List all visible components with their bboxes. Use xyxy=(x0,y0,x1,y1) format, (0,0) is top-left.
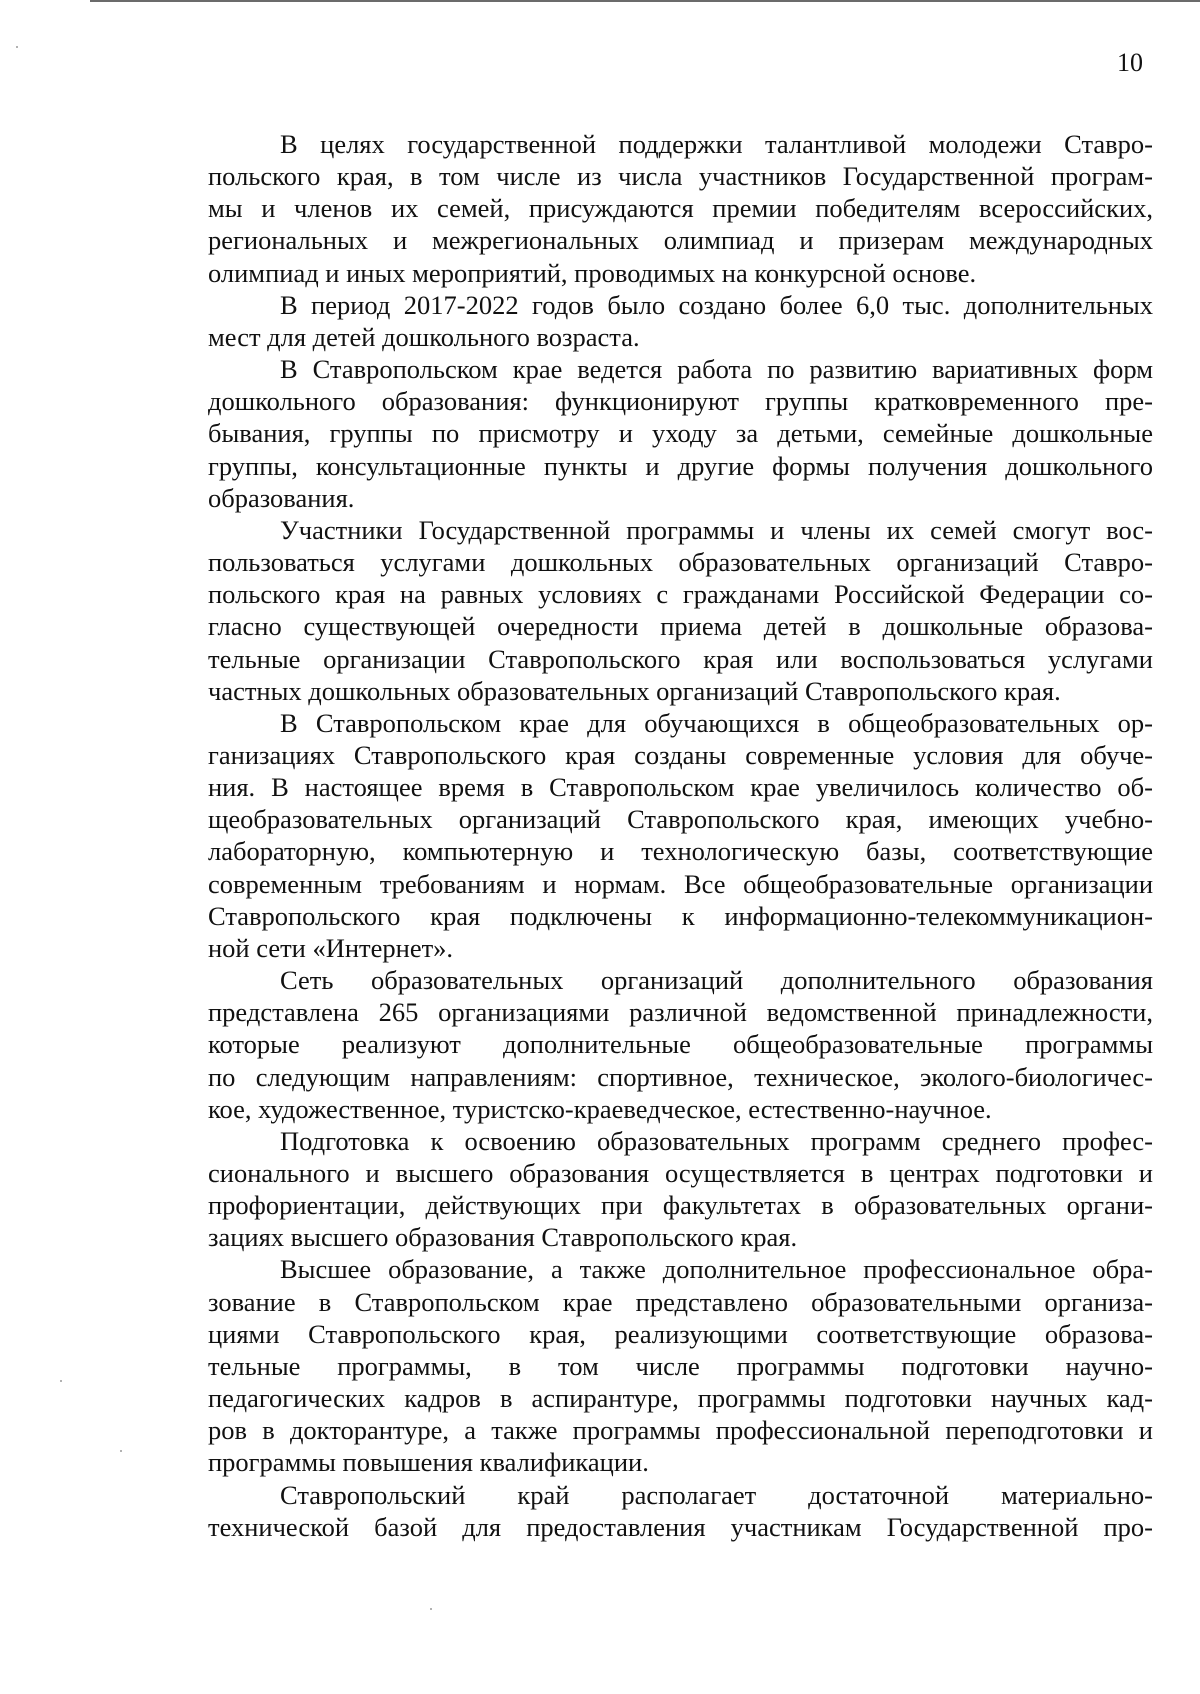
page-number: 10 xyxy=(1117,48,1143,77)
text-line: педагогических кадров в аспирантуре, программы подготовки научных кад- xyxy=(208,1383,1153,1414)
text-line: тельные программы, в том числе программы подготовки научно- xyxy=(208,1350,1153,1381)
text-line: дошкольного образования: функционируют группы кратковременного пре- xyxy=(208,386,1153,417)
text-line: Подготовка к освоению образовательных программ среднего профес- xyxy=(280,1125,1153,1156)
text-line: лабораторную, компьютерную и технологическую базы, соответствующие xyxy=(208,836,1153,867)
text-line: технической базой для предоставления участникам Государственной про- xyxy=(208,1511,1153,1542)
text-line: представлена 265 организациями различной ведомственной принадлежности, xyxy=(208,997,1153,1028)
scan-speck xyxy=(120,1450,122,1452)
text-line: мест для детей дошкольного возраста. xyxy=(208,321,640,352)
page-top-edge-rule xyxy=(90,0,1200,2)
paragraph xyxy=(208,707,1153,964)
text-line: Ставропольского края подключены к информационно-телекоммуникацион- xyxy=(208,900,1153,931)
scan-speck xyxy=(430,1608,432,1610)
text-line: олимпиад и иных мероприятий, проводимых на конкурсной основе. xyxy=(208,257,977,288)
text-line: Высшее образование, а также дополнительное профессиональное обра- xyxy=(280,1254,1153,1285)
text-line: мы и членов их семей, присуждаются премии победителям всероссийских, xyxy=(208,193,1153,224)
text-line: Участники Государственной программы и члены их семей смогут вос- xyxy=(280,514,1153,545)
text-line: которые реализуют дополнительные общеобразовательные программы xyxy=(208,1029,1153,1060)
text-line: профориентации, действующих при факультетах в образовательных органи- xyxy=(208,1190,1153,1221)
paragraph xyxy=(208,353,1153,514)
text-line: ров в докторантуре, а также программы профессиональной переподготовки и xyxy=(208,1415,1153,1446)
text-line: пользоваться услугами дошкольных образовательных организаций Ставро- xyxy=(208,547,1153,578)
paragraph xyxy=(208,1125,1153,1254)
text-line: циями Ставропольского края, реализующими соответствующие образова- xyxy=(208,1318,1153,1349)
scan-speck xyxy=(60,1380,62,1382)
text-line: тельные организации Ставропольского края или воспользоваться услугами xyxy=(208,643,1153,674)
paragraph xyxy=(208,964,1153,1125)
text-line: В Ставропольском крае для обучающихся в общеобразовательных ор- xyxy=(280,707,1153,738)
text-line: В Ставропольском крае ведется работа по развитию вариативных форм xyxy=(280,354,1153,385)
text-line: ной сети «Интернет». xyxy=(208,932,454,963)
text-line: программы повышения квалификации. xyxy=(208,1447,649,1478)
text-line: ганизациях Ставропольского края созданы современные условия для обуче- xyxy=(208,739,1153,770)
text-line: современным требованиям и нормам. Все общеобразовательные организации xyxy=(208,868,1153,899)
text-line: бывания, группы по присмотру и уходу за детьми, семейные дошкольные xyxy=(208,418,1153,449)
text-line: Сеть образовательных организаций дополнительного образования xyxy=(280,965,1153,996)
text-line: польского края, в том числе из числа участников Государственной програм- xyxy=(208,161,1153,192)
text-line: кое, художественное, туристско-краеведческое, естественно-научное. xyxy=(208,1093,992,1124)
text-line: щеобразовательных организаций Ставропольского края, имеющих учебно- xyxy=(208,804,1153,835)
text-line: ния. В настоящее время в Ставропольском крае увеличилось количество об- xyxy=(208,772,1153,803)
text-line: гласно существующей очередности приема детей в дошкольные образова- xyxy=(208,611,1153,642)
text-line: частных дошкольных образовательных организаций Ставропольского края. xyxy=(208,675,1061,706)
text-line: В период 2017-2022 годов было создано более 6,0 тыс. дополнительных xyxy=(280,289,1153,320)
paragraph xyxy=(208,128,1153,289)
text-line: В целях государственной поддержки талантливой молодежи Ставро- xyxy=(280,129,1153,159)
text-line: по следующим направлениям: спортивное, техническое, эколого-биологичес- xyxy=(208,1061,1153,1092)
text-line: зование в Ставропольском крае представлено образовательными организа- xyxy=(208,1286,1153,1317)
paragraph xyxy=(208,514,1153,707)
text-line: сионального и высшего образования осуществляется в центрах подготовки и xyxy=(208,1158,1153,1188)
text-line: Ставропольский край располагает достаточной материально- xyxy=(280,1479,1153,1510)
text-line: польского края на равных условиях с гражданами Российской Федерации со- xyxy=(208,579,1153,610)
paragraph xyxy=(208,1253,1153,1478)
scan-speck xyxy=(16,46,18,48)
text-line: зациях высшего образования Ставропольского края. xyxy=(208,1222,798,1253)
document-body xyxy=(208,128,1153,1543)
paragraph xyxy=(208,1479,1153,1543)
text-line: группы, консультационные пункты и другие формы получения дошкольного xyxy=(208,450,1153,481)
text-line: региональных и межрегиональных олимпиад и призерам международных xyxy=(208,225,1153,256)
text-line: образования. xyxy=(208,482,355,513)
paragraph xyxy=(208,289,1153,353)
